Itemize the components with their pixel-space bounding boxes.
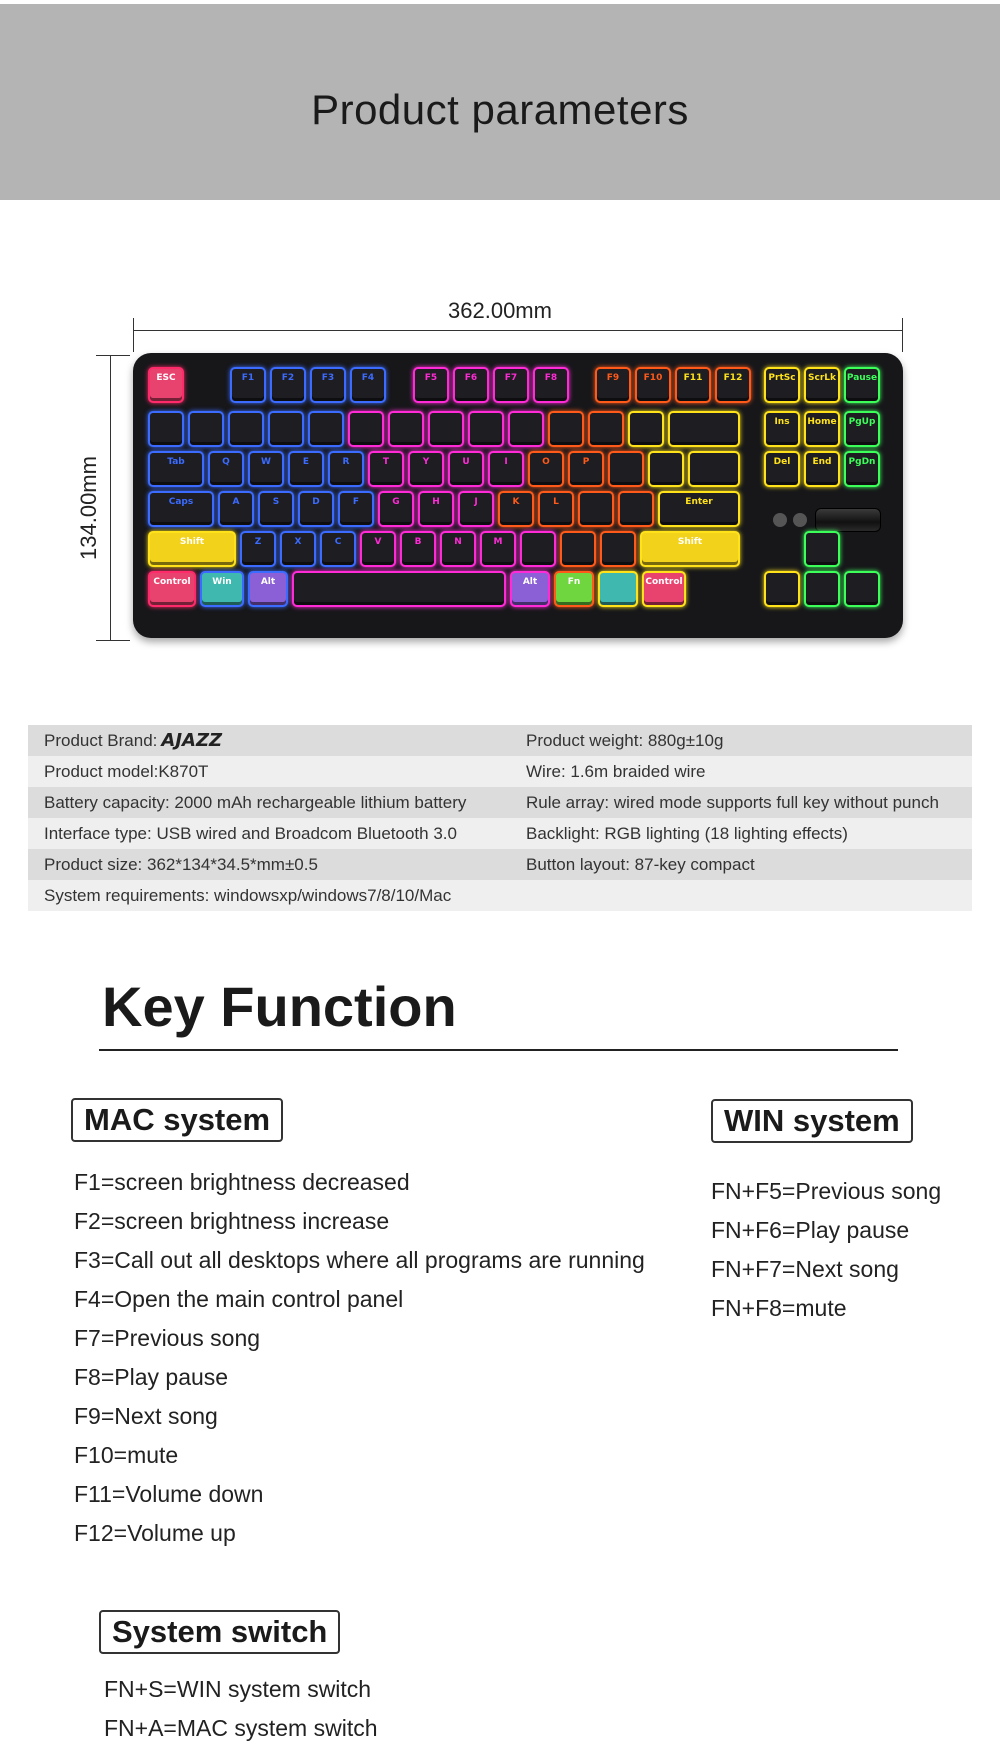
key-label: B xyxy=(414,537,422,547)
key xyxy=(428,411,464,447)
key-z xyxy=(240,531,276,567)
key xyxy=(560,531,596,567)
key xyxy=(268,411,304,447)
key-q xyxy=(208,451,244,487)
key-label: F6 xyxy=(464,373,478,383)
key-label: F2 xyxy=(281,373,295,383)
brand-label: Product Brand: xyxy=(44,731,158,750)
section-divider xyxy=(99,1049,898,1051)
key-scrlk xyxy=(804,367,840,403)
key xyxy=(598,571,638,607)
key-shift_r xyxy=(640,531,740,567)
key-label: Alt xyxy=(522,577,538,587)
key-label: PrtSc xyxy=(768,373,796,383)
key-label: K xyxy=(512,497,520,507)
key-label: Control xyxy=(153,577,191,587)
key xyxy=(764,571,800,607)
width-dimension-tick xyxy=(902,318,903,352)
key-pause xyxy=(844,367,880,403)
key-p xyxy=(568,451,604,487)
key-k xyxy=(498,491,534,527)
key-label: Ins xyxy=(774,417,790,427)
key-t xyxy=(368,451,404,487)
key-f6 xyxy=(453,367,489,403)
key-label: Z xyxy=(254,537,262,547)
spec-row xyxy=(28,787,972,818)
key-label: Home xyxy=(807,417,837,427)
key-l xyxy=(538,491,574,527)
key-y xyxy=(408,451,444,487)
indicator-light xyxy=(793,513,807,527)
key-label: Win xyxy=(212,577,232,587)
spec-table xyxy=(28,725,972,911)
key xyxy=(508,411,544,447)
key-label: Control xyxy=(645,577,683,587)
key-f7 xyxy=(493,367,529,403)
key-home xyxy=(804,411,840,447)
key-win xyxy=(200,571,244,607)
key xyxy=(844,571,880,607)
key-label: J xyxy=(474,497,478,507)
key-f1 xyxy=(230,367,266,403)
key-label: L xyxy=(553,497,559,507)
section-title: Key Function xyxy=(102,975,457,1038)
list-item: FN+F6=Play pause xyxy=(711,1217,910,1243)
key-label: S xyxy=(272,497,280,507)
key-label: PgDn xyxy=(848,457,876,467)
key-f11 xyxy=(675,367,711,403)
keyboard-illustration xyxy=(133,353,903,638)
key-label: F5 xyxy=(424,373,438,383)
key-label: U xyxy=(462,457,470,467)
key xyxy=(188,411,224,447)
key xyxy=(468,411,504,447)
key-label: N xyxy=(454,537,462,547)
key-control_l xyxy=(148,571,196,607)
page-title: Product parameters xyxy=(311,86,689,133)
spec-row xyxy=(28,756,972,787)
key-label: End xyxy=(812,457,832,467)
key-u xyxy=(448,451,484,487)
spec-cell: Interface type: USB wired and Broadcom Bluetooth 3.0 xyxy=(44,823,457,843)
spec-cell: Product model:K870T xyxy=(44,761,209,781)
height-dimension-tick xyxy=(96,640,130,641)
key-w xyxy=(248,451,284,487)
volume-knob xyxy=(815,508,881,532)
key-label: Enter xyxy=(685,497,713,507)
key-label: F8 xyxy=(544,373,558,383)
list-item: F8=Play pause xyxy=(74,1364,229,1390)
list-item: FN+F5=Previous song xyxy=(711,1178,942,1204)
key-x xyxy=(280,531,316,567)
key-alt_r xyxy=(510,571,550,607)
key-pgup xyxy=(844,411,880,447)
key-label: Q xyxy=(222,457,230,467)
key-a xyxy=(218,491,254,527)
key-label: H xyxy=(432,497,440,507)
list-item: F7=Previous song xyxy=(74,1325,261,1351)
list-item: F9=Next song xyxy=(74,1403,218,1429)
key xyxy=(588,411,624,447)
key-label: I xyxy=(504,457,508,467)
key-label: ESC xyxy=(156,373,176,383)
key xyxy=(804,531,840,567)
ajazz-logo: AJAZZ xyxy=(161,730,223,751)
key-r xyxy=(328,451,364,487)
key-f12 xyxy=(715,367,751,403)
system-switch-label: System switch xyxy=(99,1610,340,1654)
key-label: F xyxy=(352,497,360,507)
spec-cell: Backlight: RGB lighting (18 lighting effects) xyxy=(526,823,848,843)
key-e xyxy=(288,451,324,487)
key-f9 xyxy=(595,367,631,403)
list-item: F1=screen brightness decreased xyxy=(74,1169,410,1195)
system-switch-list xyxy=(104,1670,378,1748)
key-label: F10 xyxy=(643,373,663,383)
key xyxy=(520,531,556,567)
key-f2 xyxy=(270,367,306,403)
spec-cell: Product size: 362*134*34.5*mm±0.5 xyxy=(44,854,318,874)
key-d xyxy=(298,491,334,527)
key xyxy=(388,411,424,447)
key-label: F3 xyxy=(321,373,335,383)
height-dimension-tick xyxy=(96,355,130,356)
spec-cell: Battery capacity: 2000 mAh rechargeable lithium battery xyxy=(44,792,467,812)
key xyxy=(578,491,614,527)
key xyxy=(148,411,184,447)
key-label: Del xyxy=(773,457,791,467)
height-dimension-line xyxy=(110,355,111,640)
key-h xyxy=(418,491,454,527)
key-pgdn xyxy=(844,451,880,487)
mac-function-list xyxy=(74,1163,645,1553)
key xyxy=(648,451,684,487)
spec-cell: Button layout: 87-key compact xyxy=(526,854,755,874)
key xyxy=(628,411,664,447)
key-control_r xyxy=(642,571,686,607)
key-caps xyxy=(148,491,214,527)
key xyxy=(600,531,636,567)
key-label: Shift xyxy=(179,537,205,547)
key-f10 xyxy=(635,367,671,403)
key-fn xyxy=(554,571,594,607)
key-label: F9 xyxy=(606,373,620,383)
key xyxy=(804,571,840,607)
key-label: V xyxy=(374,537,382,547)
key-label: Fn xyxy=(567,577,581,587)
key-ins xyxy=(764,411,800,447)
key-label: P xyxy=(582,457,590,467)
key-label: G xyxy=(392,497,400,507)
list-item: FN+F7=Next song xyxy=(711,1256,899,1282)
key xyxy=(618,491,654,527)
list-item: F2=screen brightness increase xyxy=(74,1208,390,1234)
spec-cell: System requirements: windowsxp/windows7/8/10/Mac xyxy=(44,885,452,905)
key-f5 xyxy=(413,367,449,403)
key-del xyxy=(764,451,800,487)
key xyxy=(548,411,584,447)
key-label: F1 xyxy=(241,373,255,383)
key-i xyxy=(488,451,524,487)
height-dimension-label: 134.00mm xyxy=(76,456,101,560)
key-label: Shift xyxy=(677,537,703,547)
key xyxy=(608,451,644,487)
key-s xyxy=(258,491,294,527)
width-dimension-tick xyxy=(133,318,134,352)
key-label: T xyxy=(382,457,390,467)
key xyxy=(228,411,264,447)
key-c xyxy=(320,531,356,567)
key-label: D xyxy=(312,497,320,507)
key-label: Y xyxy=(422,457,430,467)
list-item: FN+F8=mute xyxy=(711,1295,847,1321)
key-label: E xyxy=(302,457,310,467)
key-n xyxy=(440,531,476,567)
key-o xyxy=(528,451,564,487)
list-item: F11=Volume down xyxy=(74,1481,264,1507)
key-j xyxy=(458,491,494,527)
key-label: O xyxy=(542,457,550,467)
key-esc xyxy=(148,367,184,403)
key-end xyxy=(804,451,840,487)
header-banner xyxy=(0,0,1000,200)
indicator-light xyxy=(773,513,787,527)
spec-row xyxy=(28,725,972,756)
spec-cell xyxy=(28,730,510,751)
spec-cell: Rule array: wired mode supports full key without punch xyxy=(526,792,939,812)
key-label: R xyxy=(342,457,350,467)
key xyxy=(688,451,740,487)
key-f4 xyxy=(350,367,386,403)
spec-row xyxy=(28,849,972,880)
win-function-list xyxy=(711,1172,941,1328)
key-label: Caps xyxy=(168,497,194,507)
list-item: F4=Open the main control panel xyxy=(74,1286,404,1312)
list-item: F3=Call out all desktops where all programs are running xyxy=(74,1247,645,1273)
key-g xyxy=(378,491,414,527)
key xyxy=(668,411,740,447)
spec-cell: Wire: 1.6m braided wire xyxy=(526,761,706,781)
list-item: FN+S=WIN system switch xyxy=(104,1676,372,1702)
key xyxy=(308,411,344,447)
key-label: F12 xyxy=(723,373,743,383)
key-label: F7 xyxy=(504,373,518,383)
win-system-label: WIN system xyxy=(711,1099,913,1143)
key xyxy=(348,411,384,447)
key-alt_l xyxy=(248,571,288,607)
list-item: F12=Volume up xyxy=(74,1520,236,1546)
key-f8 xyxy=(533,367,569,403)
spec-cell: Product weight: 880g±10g xyxy=(526,730,724,750)
list-item: FN+A=MAC system switch xyxy=(104,1715,378,1741)
key-label: F11 xyxy=(683,373,703,383)
key-v xyxy=(360,531,396,567)
key-shift_l xyxy=(148,531,236,567)
key xyxy=(292,571,506,607)
key-label: PgUp xyxy=(848,417,876,427)
spec-row xyxy=(28,818,972,849)
key-label: X xyxy=(294,537,302,547)
key-tab xyxy=(148,451,204,487)
key-label: Alt xyxy=(260,577,276,587)
key-label: M xyxy=(493,537,503,547)
key-f3 xyxy=(310,367,346,403)
spec-row xyxy=(28,880,972,911)
key-f xyxy=(338,491,374,527)
width-dimension-label: 362.00mm xyxy=(448,298,552,323)
key-label: C xyxy=(334,537,342,547)
key-b xyxy=(400,531,436,567)
mac-system-label: MAC system xyxy=(71,1098,283,1142)
key-label: Tab xyxy=(167,457,185,467)
key-label: Pause xyxy=(846,373,878,383)
list-item: F10=mute xyxy=(74,1442,179,1468)
key-label: F4 xyxy=(361,373,375,383)
key-label: W xyxy=(261,457,271,467)
key-label: ScrLk xyxy=(808,373,836,383)
key-label: A xyxy=(232,497,240,507)
key-enter xyxy=(658,491,740,527)
width-dimension-line xyxy=(133,330,903,331)
key-m xyxy=(480,531,516,567)
key-prtsc xyxy=(764,367,800,403)
